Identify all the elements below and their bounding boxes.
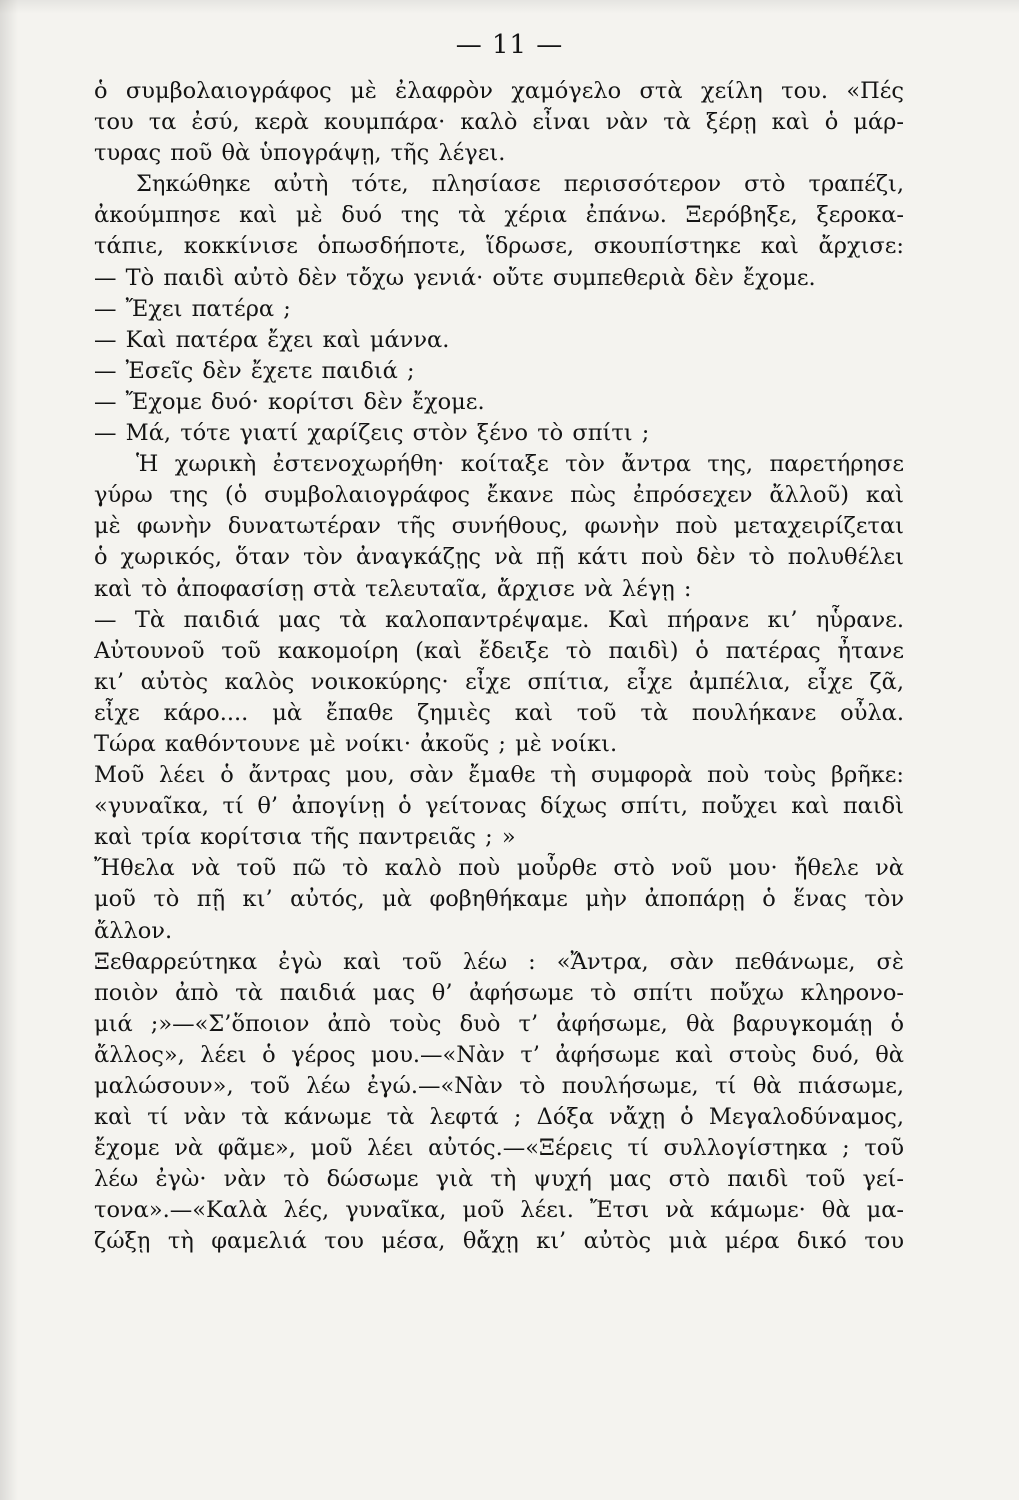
text-line: του τα ἐσύ, κερὰ κουμπάρα· καλὸ εἶναι νὰν τὰ ξέρῃ καὶ ὁ μάρ-: [94, 109, 904, 136]
text-line: ἔχομε νὰ φᾶμε», μοῦ λέει αὐτός.—«Ξέρεις τί συλλογίστηκα ; τοῦ: [94, 1135, 904, 1162]
text-line: Ξεθαρρεύτηκα ἐγὼ καὶ τοῦ λέω : «Ἄντρα, σὰν πεθάνωμε, σὲ: [94, 948, 904, 975]
text-line: τονα».—«Καλὰ λές, γυναῖκα, μοῦ λέει. Ἔτσι νὰ κάμωμε· θὰ μα-: [94, 1197, 904, 1224]
text-line: λέω ἐγὼ· νὰν τὸ δώσωμε γιὰ τὴ ψυχή μας στὸ παιδὶ τοῦ γεί-: [94, 1166, 904, 1193]
text-line: — Ἔχομε δυό· κορίτσι δὲν ἔχομε.: [94, 388, 485, 415]
text-line: τάπιε, κοκκίνισε ὁπωσδήποτε, ἵδρωσε, σκουπίστηκε καὶ ἄρχισε:: [94, 233, 904, 260]
text-line: ζώξῃ τὴ φαμελιά του μέσα, θἄχῃ κι’ αὐτὸς μιὰ μέρα δικό του: [94, 1228, 904, 1255]
text-line: — Μά, τότε γιατί χαρίζεις στὸν ξένο τὸ σπίτι ;: [94, 420, 650, 447]
text-line: μαλώσουν», τοῦ λέω ἐγώ.—«Νὰν τὸ πουλήσωμε, τί θὰ πιάσωμε,: [94, 1073, 904, 1099]
text-line: μιά ;»—«Σ’ὅποιον ἀπὸ τοὺς δυὸ τ’ ἀφήσωμε, θὰ βαρυγκομάῃ ὁ: [94, 1010, 904, 1037]
text-line: Αὐτουνοῦ τοῦ κακομοίρη (καὶ ἔδειξε τὸ παιδὶ) ὁ πατέρας ἦτανε: [94, 637, 904, 664]
text-line: καὶ τρία κορίτσια τῆς παντρειᾶς ; »: [94, 824, 516, 851]
text-line: ἄλλος», λέει ὁ γέρος μου.—«Νὰν τ’ ἀφήσωμε καὶ στοὺς δυό, θὰ: [94, 1041, 904, 1068]
text-line: ποιὸν ἀπὸ τὰ παιδιά μας θ’ ἀφήσωμε τὸ σπίτι ποὔχω κληρονο-: [94, 979, 904, 1006]
text-line: γύρω της (ὁ συμβολαιογράφος ἔκανε πὼς ἐπρόσεχεν ἄλλοῦ) καὶ: [94, 482, 904, 509]
text-line: — Ἐσεῖς δὲν ἔχετε παιδιά ;: [94, 357, 415, 384]
text-line: — Καὶ πατέρα ἔχει καὶ μάννα.: [94, 326, 450, 353]
text-line: Μοῦ λέει ὁ ἄντρας μου, σὰν ἔμαθε τὴ συμφορὰ ποὺ τοὺς βρῆκε:: [94, 762, 904, 789]
text-line: ὁ χωρικός, ὅταν τὸν ἀναγκάζῃς νὰ πῇ κάτι ποὺ δὲν τὸ πολυθέλει: [94, 544, 904, 571]
text-line: Τώρα καθόντουνε μὲ νοίκι· ἀκοῦς ; μὲ νοίκι.: [94, 730, 618, 757]
text-line: Ἤθελα νὰ τοῦ πῶ τὸ καλὸ ποὺ μοὖρθε στὸ νοῦ μου· ἤθελε νὰ: [94, 855, 904, 882]
text-line: καὶ τί νὰν τὰ κάνωμε τὰ λεφτά ; Δόξα νἄχῃ ὁ Μεγαλοδύναμος,: [94, 1104, 904, 1131]
text-line: εἶχε κάρο.... μὰ ἔπαθε ζημιὲς καὶ τοῦ τὰ πουλήκανε οὖλα.: [94, 699, 904, 726]
text-line: μὲ φωνὴν δυνατωτέραν τῆς συνήθους, φωνὴν ποὺ μεταχειρίζεται: [94, 513, 904, 540]
text-line: μοῦ τὸ πῇ κι’ αὐτός, μὰ φοβηθήκαμε μὴν ἀποπάρῃ ὁ ἕνας τὸν: [94, 886, 904, 913]
text-line: ἀκούμπησε καὶ μὲ δυό της τὰ χέρια ἐπάνω. Ξερόβηξε, ξεροκα-: [94, 202, 904, 229]
page-number: — 11 —: [455, 30, 564, 60]
text-line: — Τὸ παιδὶ αὐτὸ δὲν τὄχω γενιά· οὔτε συμπεθεριὰ δὲν ἔχομε.: [94, 264, 816, 291]
text-line: «γυναῖκα, τί θ’ ἀπογίνῃ ὁ γείτονας δίχως σπίτι, ποὔχει καὶ παιδὶ: [94, 793, 904, 820]
text-line: κι’ αὐτὸς καλὸς νοικοκύρης· εἶχε σπίτια, εἶχε ἀμπέλια, εἶχε ζᾶ,: [94, 668, 904, 695]
text-line: Σηκώθηκε αὐτὴ τότε, πλησίασε περισσότερον στὸ τραπέζι,: [136, 171, 904, 198]
body-text: [94, 76, 904, 1258]
text-line: ὁ συμβολαιογράφος μὲ ἐλαφρὸν χαμόγελο στὰ χείλη του. «Πές: [94, 78, 904, 104]
text-line: καὶ τὸ ἀποφασίσῃ στὰ τελευταῖα, ἄρχισε νὰ λέγῃ :: [94, 575, 692, 602]
text-line: Ἡ χωρικὴ ἐστενοχωρήθη· κοίταξε τὸν ἄντρα της, παρετήρησε: [136, 451, 904, 478]
text-line: — Τὰ παιδιά μας τὰ καλοπαντρέψαμε. Καὶ πήρανε κι’ ηὗρανε.: [94, 606, 904, 633]
text-line: — Ἔχει πατέρα ;: [94, 295, 291, 322]
text-line: ἄλλον.: [94, 917, 173, 944]
text-line: τυρας ποῦ θὰ ὑπογράψῃ, τῆς λέγει.: [94, 140, 506, 167]
